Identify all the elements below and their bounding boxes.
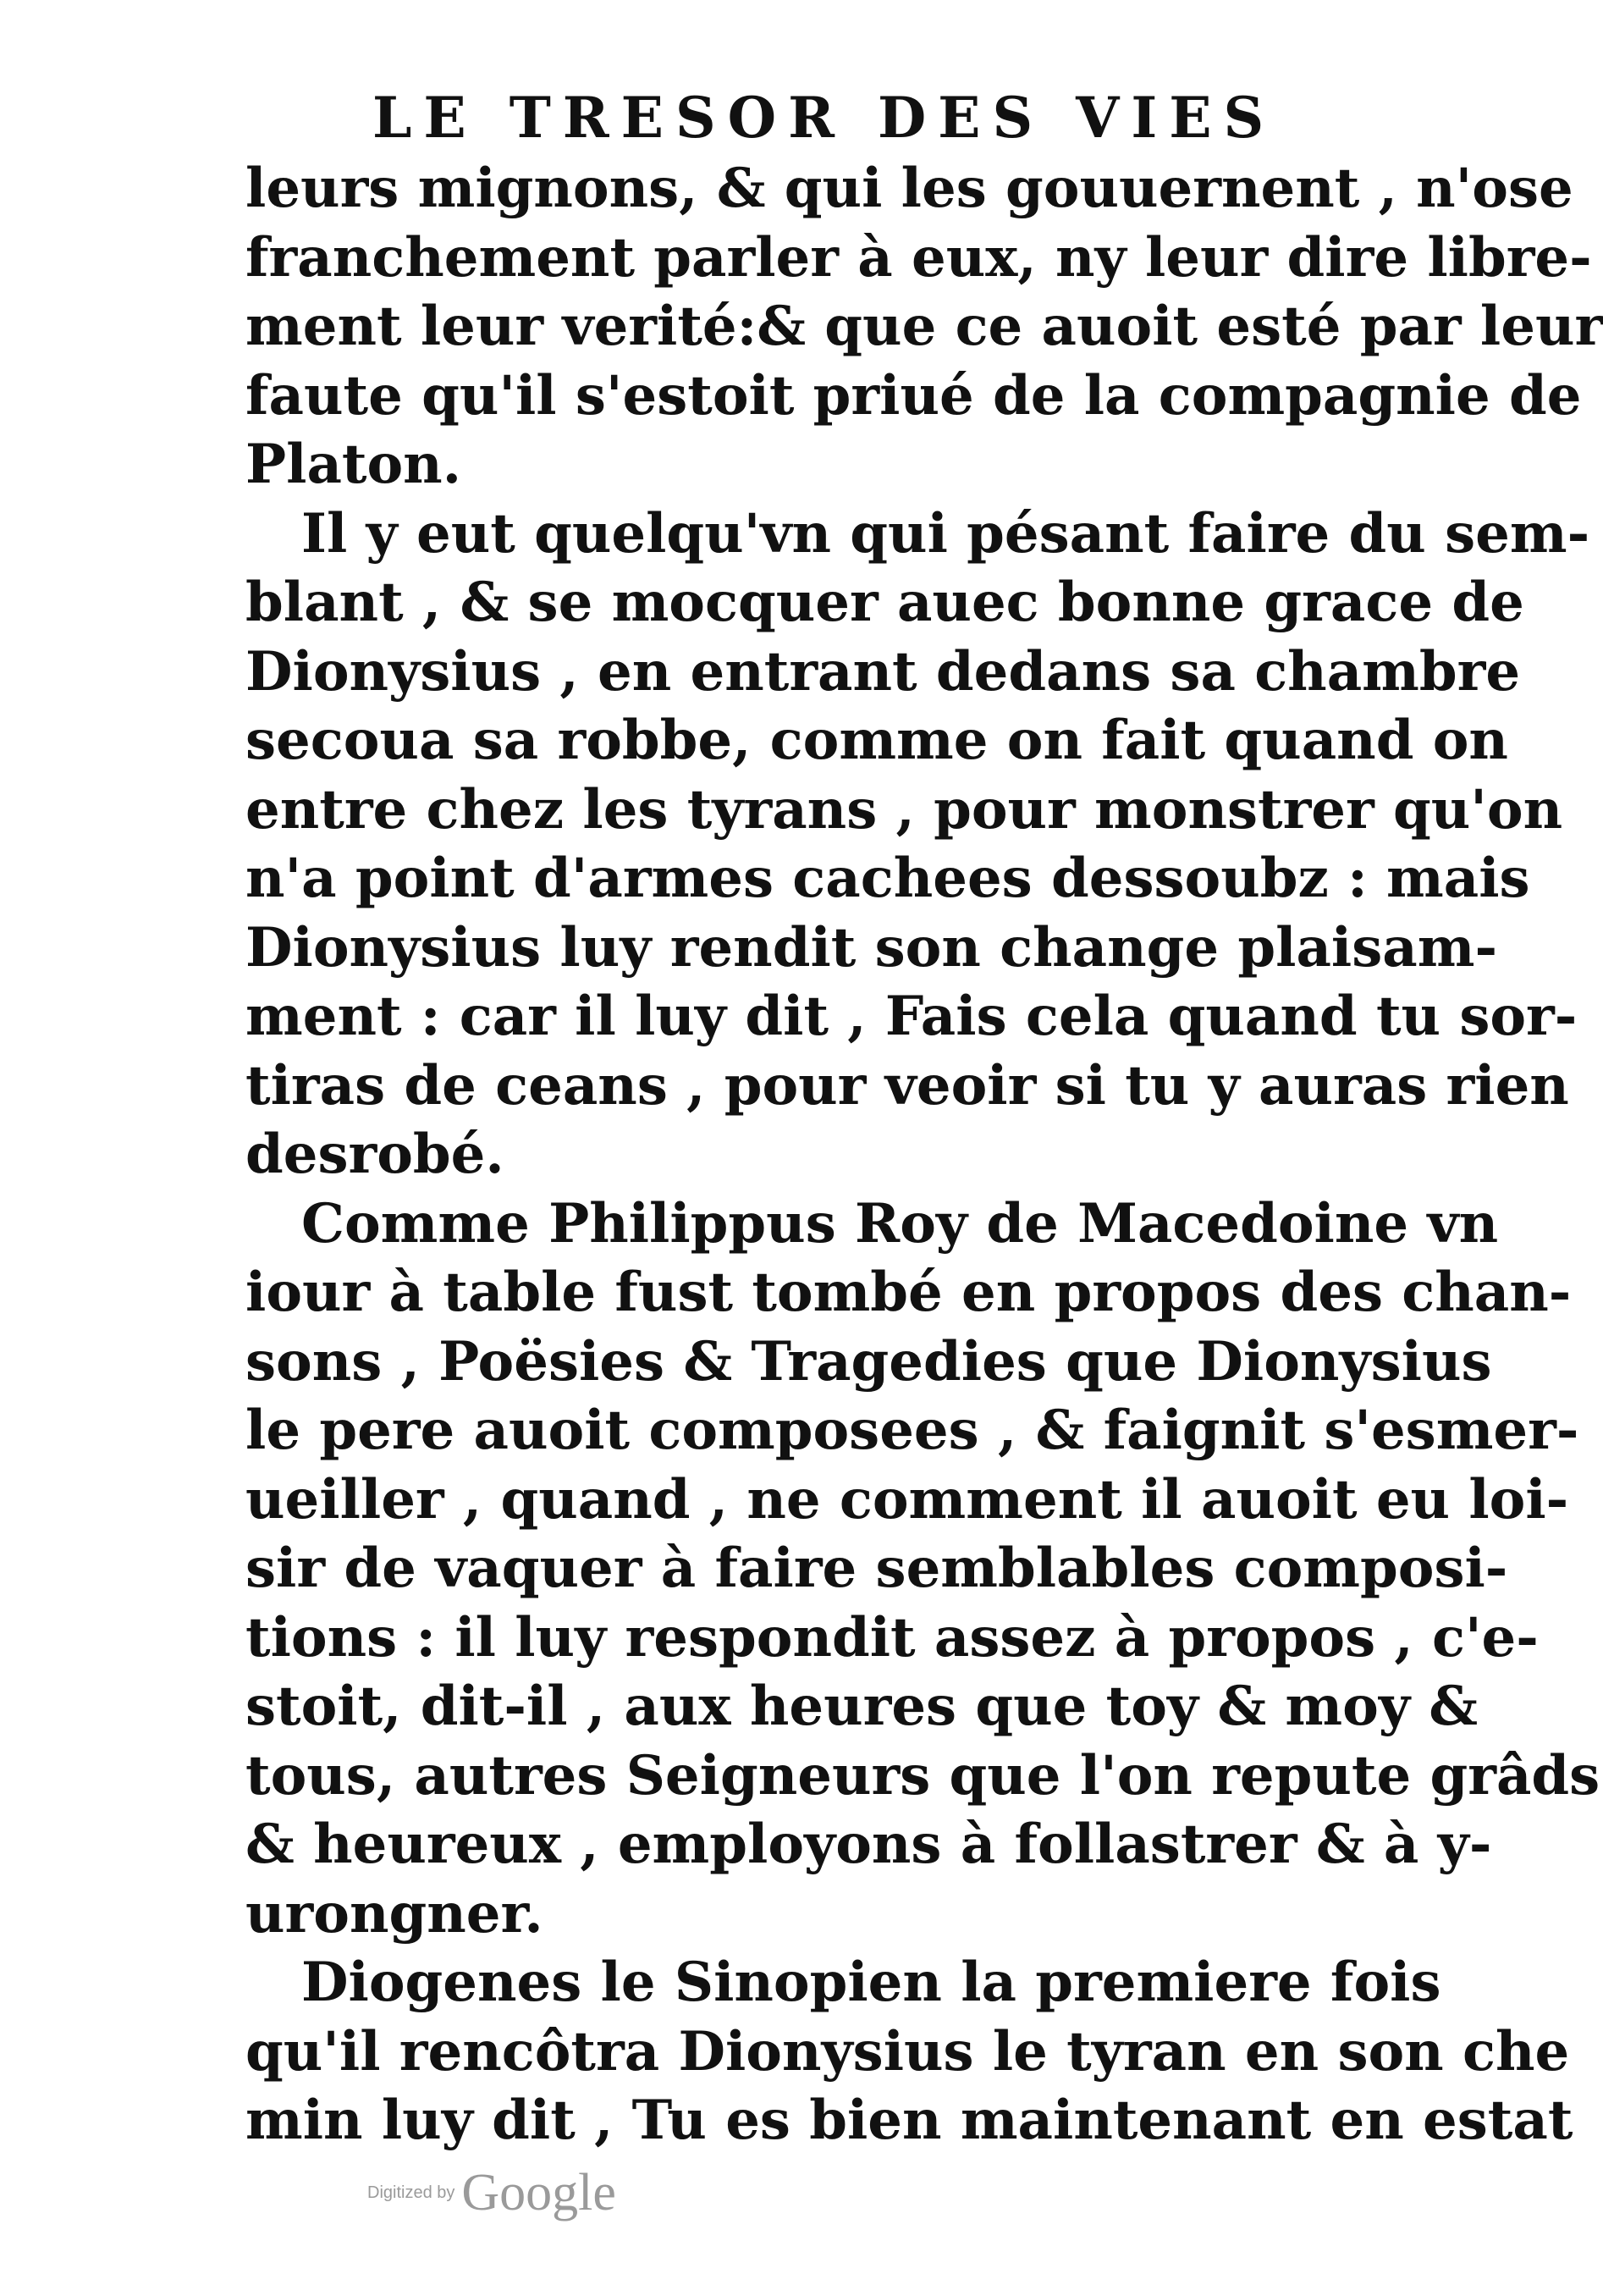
- text-line: Platon.: [245, 433, 461, 496]
- digitized-watermark: [367, 2163, 616, 2223]
- text-line: blant , & se mocquer auec bonne grace de: [245, 571, 1524, 634]
- paragraph-start-line: Il y eut quelqu'vn qui pésant faire du sem-: [301, 501, 1590, 566]
- text-line: ment : car il luy dit , Fais cela quand tu sor-: [245, 985, 1578, 1048]
- text-line: faute qu'il s'estoit priué de la compagnie de: [245, 363, 1582, 428]
- text-line: tous, autres Seigneurs que l'on repute grâds: [245, 1743, 1600, 1808]
- paragraph-start-line: Diogenes le Sinopien la premiere fois: [301, 1951, 1441, 2014]
- paragraph-start-line: Comme Philippus Roy de Macedoine vn: [301, 1191, 1499, 1256]
- google-logo: Google: [461, 2164, 616, 2221]
- text-line: ueiller , quand , ne comment il auoit eu loi-: [245, 1467, 1569, 1532]
- text-line: stoit, dit-il , aux heures que toy & moy &: [245, 1675, 1479, 1738]
- text-line: leurs mignons, & qui les gouuernent , n'ose: [245, 157, 1573, 220]
- text-line: le pere auoit composees , & faignit s'esmer-: [245, 1399, 1579, 1462]
- text-line: ment leur verité:& que ce auoit esté par leur: [245, 295, 1603, 358]
- text-line: urongner.: [245, 1881, 543, 1946]
- text-line: & heureux , employons à follastrer & à y-: [245, 1813, 1492, 1876]
- digitized-by-label: Digitized by: [367, 2183, 455, 2202]
- text-line: franchement parler à eux, ny leur dire libre-: [245, 225, 1592, 290]
- text-line: n'a point d'armes cachees dessoubz : mais: [245, 847, 1530, 910]
- body-text: [245, 154, 1603, 2155]
- text-line: sir de vaquer à faire semblables composi-: [245, 1537, 1508, 1600]
- text-line: desrobé.: [245, 1123, 504, 1186]
- text-line: Dionysius , en entrant dedans sa chambre: [245, 639, 1521, 704]
- text-line: iour à table fust tombé en propos des chan-: [245, 1261, 1572, 1324]
- text-line: Dionysius luy rendit son change plaisam-: [245, 915, 1497, 980]
- text-line: min luy dit , Tu es bien maintenant en estat: [245, 2089, 1573, 2152]
- text-line: tions : il luy respondit assez à propos , c'e-: [245, 1605, 1539, 1670]
- text-line: sons , Poësies & Tragedies que Dionysius: [245, 1329, 1492, 1394]
- running-title: LE TRESOR DES VIES: [372, 85, 1276, 151]
- text-line: tiras de ceans , pour veoir si tu y auras rien: [245, 1053, 1569, 1118]
- text-line: qu'il rencôtra Dionysius le tyran en son che: [245, 2019, 1570, 2084]
- text-line: secoua sa robbe, comme on fait quand on: [245, 709, 1508, 772]
- text-line: entre chez les tyrans , pour monstrer qu'on: [245, 777, 1563, 842]
